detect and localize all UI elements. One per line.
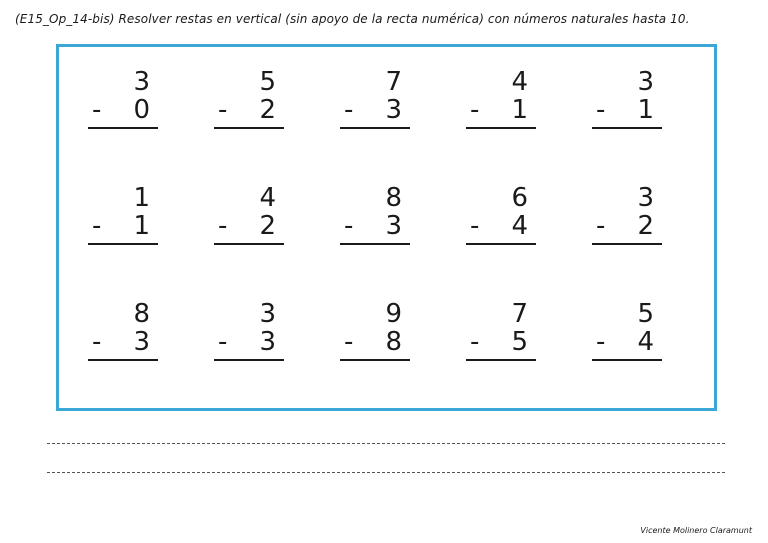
subtraction-problem	[88, 300, 158, 370]
minuend: 3	[637, 183, 654, 213]
minuend: 3	[637, 67, 654, 97]
answer-line-1	[47, 443, 725, 444]
subtraction-problem	[340, 184, 410, 254]
subtrahend: 2	[259, 95, 276, 125]
subtrahend: 1	[133, 211, 150, 241]
minuend: 6	[511, 183, 528, 213]
subtraction-problem	[466, 184, 536, 254]
minuend: 1	[133, 183, 150, 213]
subtrahend: 0	[133, 95, 150, 125]
minus-sign: -	[218, 327, 228, 357]
answer-rule	[88, 243, 158, 245]
minuend: 7	[385, 67, 402, 97]
minus-sign: -	[596, 327, 606, 357]
subtraction-problem	[592, 184, 662, 254]
minus-sign: -	[344, 327, 354, 357]
subtraction-problem	[340, 300, 410, 370]
minus-sign: -	[470, 211, 480, 241]
minuend: 8	[133, 299, 150, 329]
minus-sign: -	[218, 211, 228, 241]
minuend: 9	[385, 299, 402, 329]
answer-rule	[340, 359, 410, 361]
answer-rule	[466, 359, 536, 361]
answer-rule	[466, 127, 536, 129]
subtraction-problem	[214, 300, 284, 370]
minus-sign: -	[344, 95, 354, 125]
subtraction-problem	[592, 68, 662, 138]
subtraction-problem	[88, 68, 158, 138]
minuend: 3	[259, 299, 276, 329]
answer-rule	[214, 127, 284, 129]
subtrahend: 1	[637, 95, 654, 125]
subtrahend: 2	[259, 211, 276, 241]
subtrahend: 4	[637, 327, 654, 357]
answer-rule	[340, 243, 410, 245]
minuend: 5	[637, 299, 654, 329]
minus-sign: -	[92, 95, 102, 125]
subtrahend: 3	[259, 327, 276, 357]
minuend: 4	[259, 183, 276, 213]
minuend: 8	[385, 183, 402, 213]
subtraction-problem	[340, 68, 410, 138]
subtrahend: 4	[511, 211, 528, 241]
subtrahend: 5	[511, 327, 528, 357]
subtraction-problem	[466, 68, 536, 138]
subtrahend: 3	[385, 95, 402, 125]
subtraction-problem	[88, 184, 158, 254]
subtrahend: 3	[385, 211, 402, 241]
subtraction-problem	[466, 300, 536, 370]
subtrahend: 3	[133, 327, 150, 357]
answer-rule	[214, 359, 284, 361]
subtraction-problem	[214, 184, 284, 254]
answer-rule	[88, 127, 158, 129]
minuend: 3	[133, 67, 150, 97]
answer-rule	[592, 359, 662, 361]
worksheet-title: (E15_Op_14-bis) Resolver restas en vertical (sin apoyo de la recta numérica) con números naturales hasta 10.	[15, 12, 690, 26]
minus-sign: -	[218, 95, 228, 125]
answer-rule	[592, 127, 662, 129]
minuend: 7	[511, 299, 528, 329]
answer-line-2	[47, 472, 725, 473]
minus-sign: -	[470, 327, 480, 357]
minus-sign: -	[596, 211, 606, 241]
subtrahend: 1	[511, 95, 528, 125]
minus-sign: -	[92, 327, 102, 357]
minus-sign: -	[344, 211, 354, 241]
subtrahend: 8	[385, 327, 402, 357]
subtraction-problem	[592, 300, 662, 370]
minus-sign: -	[596, 95, 606, 125]
answer-rule	[88, 359, 158, 361]
answer-rule	[340, 127, 410, 129]
minus-sign: -	[92, 211, 102, 241]
minus-sign: -	[470, 95, 480, 125]
minuend: 4	[511, 67, 528, 97]
answer-rule	[592, 243, 662, 245]
author-credit: Vicente Molinero Claramunt	[640, 526, 752, 535]
answer-rule	[466, 243, 536, 245]
subtraction-problem	[214, 68, 284, 138]
subtrahend: 2	[637, 211, 654, 241]
minuend: 5	[259, 67, 276, 97]
answer-rule	[214, 243, 284, 245]
